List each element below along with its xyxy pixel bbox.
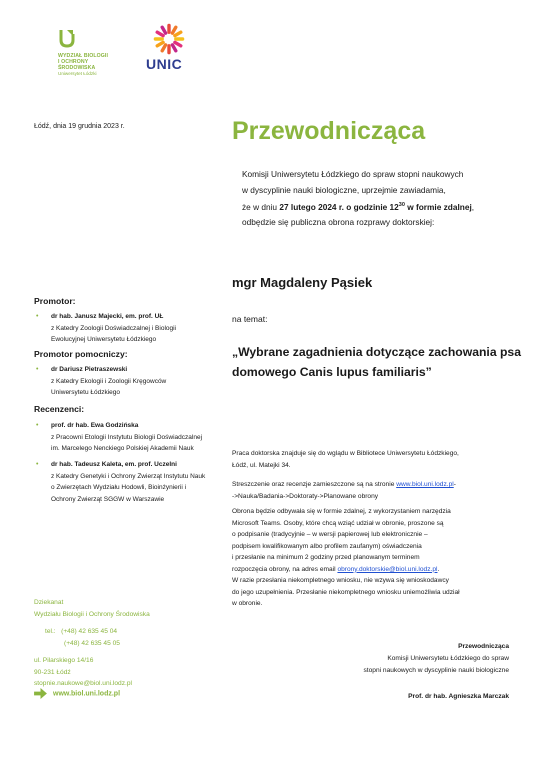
intro-line-3-prefix: że w dniu [242,201,280,212]
intro-line-1: Komisji Uniwersytetu Łódzkiego do spraw stopni naukowych [242,169,464,179]
remote-line-2: Microsoft Teams. Osoby, które chcą wziąć udział w obronie, proszone są [232,519,444,527]
reviewer-2-name: dr hab. Tadeusz Kaleta, em. prof. Uczelni [51,461,177,468]
signature-block [363,641,509,677]
document-date: Łódź, dnia 19 grudnia 2023 r. [34,123,125,130]
contact-phone-1 [34,626,150,638]
footer-website-link[interactable]: www.biol.uni.lodz.pl [53,690,121,698]
topic-label: na temat: [232,314,268,324]
website-footer [34,688,120,699]
faculty-logo-line2: I OCHRONY [58,59,89,65]
page-title: Przewodnicząca [232,117,426,145]
phone-label: tel.: [45,628,56,635]
intro-line-2: w dyscyplinie nauki biologiczne, uprzejmie zawiadamia, [242,184,446,195]
remote-line-8: do jego uzupełnienia. Przesłanie niekompletnego wniosku uniemożliwia udział [232,588,460,596]
bullet-icon: • [36,422,39,429]
library-line-1: Praca doktorska znajduje się do wglądu w Bibliotece Uniwersytetu Łódzkiego, [232,450,459,457]
remote-line-5: i przesłanie na minimum 2 godziny przed planowanym terminem [232,554,420,561]
bullet-icon: • [36,461,39,468]
contact-block [34,597,150,690]
phone-1[interactable]: (+48) 42 635 45 04 [61,628,118,635]
promotor-name: dr hab. Janusz Majecki, em. prof. UŁ [51,313,164,320]
intro-line-4: odbędzie się publiczna obrona rozprawy doktorskiej: [242,217,435,228]
faculty-logo-line1: WYDZIAŁ BIOLOGII [58,53,109,59]
library-info [232,448,522,471]
announcement-intro [232,167,522,231]
reviewer-1-entry [34,420,230,455]
faculty-logo-line3: ŚRODOWISKA [58,65,96,71]
summary-line-1-text: Streszczenie oraz recenzje zamieszczone są na stronie [232,481,397,488]
promotor-aux-heading: Promotor pomocniczy: [34,349,128,359]
promotor-affiliation-1: z Katedry Zoologii Doświadczalnej i Biologii [51,324,177,332]
promotor-aux-entry [34,364,230,399]
arrow-right-icon [34,688,47,699]
contact-email[interactable]: stopnie.naukowe@biol.uni.lodz.pl [34,680,132,687]
faculty-website-link[interactable]: www.biol.uni.lodz.pl [396,481,454,488]
intro-line-3 [232,198,522,215]
promotor-affiliation-2: Ewolucyjnej Uniwersytetu Łódzkiego [51,336,157,343]
remote-line-9: w obronie. [232,600,263,607]
bullet-icon: • [36,366,39,373]
phone-2[interactable]: (+48) 42 635 45 05 [64,639,120,647]
reviewer-1-affiliation-1: z Pracowni Etologii Instytutu Biologii Doświadczalnej [51,433,203,441]
summary-info [232,479,522,502]
contact-address-2: 90-231 Łódź [34,668,71,676]
contact-org-1: Dziekanat [34,599,64,606]
remote-line-6-suffix: . [437,565,440,573]
signature-title: Przewodnicząca [458,643,509,650]
promotor-entry [34,311,230,346]
faculty-logo [58,28,128,77]
reviewer-2-affiliation-1: z Katedry Genetyki i Ochrony Zwierząt Instytutu Nauk [51,472,206,480]
promotor-aux-affiliation-2: Uniwersytetu Łódzkiego [51,389,121,396]
signature-line-2: stopni naukowych w dyscyplinie nauki biologiczne [363,667,509,674]
remote-defense-info [232,506,522,610]
reviewer-2-affiliation-2: o Zwierzętach Wydziału Hodowli, Bioinżynierii i [51,484,187,491]
defense-time-minutes: 30 [398,202,405,208]
signer-name: Prof. dr hab. Agnieszka Marczak [408,693,509,700]
defense-format: w formie zdalnej [404,201,472,212]
contact-address-1: ul. Pilarskiego 14/16 [34,657,94,664]
contact-org-2: Wydziału Biologii i Ochrony Środowiska [34,610,150,618]
signature-line-1: Komisji Uniwersytetu Łódzkiego do spraw [387,655,509,662]
summary-line-1 [232,479,522,491]
candidate-name: mgr Magdaleny Pąsiek [232,275,373,290]
defense-date: 27 lutego 2024 r. o godzinie 12 [279,201,399,212]
reviewer-2-affiliation-3: Ochrony Zwierząt SGGW w Warszawie [51,495,165,503]
reviewer-1-name: prof. dr hab. Ewa Godzińska [51,422,139,429]
unic-star-icon [150,22,188,56]
promotor-aux-affiliation-1: z Katedry Ekologii i Zoologii Kręgowców [51,377,167,385]
summary-line-1-suffix: - [453,481,456,488]
faculty-logo-mark-icon [58,28,76,48]
promotor-aux-name: dr Dariusz Pietraszewski [51,366,128,373]
unic-logo [146,22,192,72]
remote-line-4: podpisem kwalifikowanym albo profilem zaufanym) oświadczenia [232,542,422,550]
unic-logo-word: UNIC [146,56,183,72]
remote-line-6 [232,564,522,576]
intro-line-3-suffix: , [471,201,475,212]
summary-line-2: ->Nauka/Badania->Doktoraty->Planowane obrony [232,492,379,500]
remote-line-3: o podpisanie (tradycyjnie – w wersji papierowej lub elektronicznie – [232,531,428,538]
bullet-icon: • [36,313,39,320]
thesis-title: „Wybrane zagadnienia dotyczące zachowania psa domowego Canis lupus familiaris” [232,345,521,379]
defense-email-link[interactable]: obrony.doktorskie@biol.uni.lodz.pl [337,565,438,573]
reviewer-2-entry [34,459,230,505]
remote-line-1: Obrona będzie odbywała się w formie zdalnej, z wykorzystaniem narzędzia [232,508,451,515]
promotor-heading: Promotor: [34,296,76,306]
remote-line-7: W razie przesłania niekompletnego wniosku, nie wzywa się wnioskodawcy [232,577,449,584]
reviewer-1-affiliation-2: im. Marcelego Nenckiego Polskiej Akademii Nauk [51,445,194,452]
contact-phone-2 [34,638,150,650]
reviewers-heading: Recenzenci: [34,404,85,414]
library-line-2: Łódź, ul. Matejki 34. [232,461,291,469]
faculty-logo-sub: Uniwersytet Łódzki [58,71,97,76]
remote-line-6-text: rozpoczęcia obrony, na adres email [232,565,338,573]
